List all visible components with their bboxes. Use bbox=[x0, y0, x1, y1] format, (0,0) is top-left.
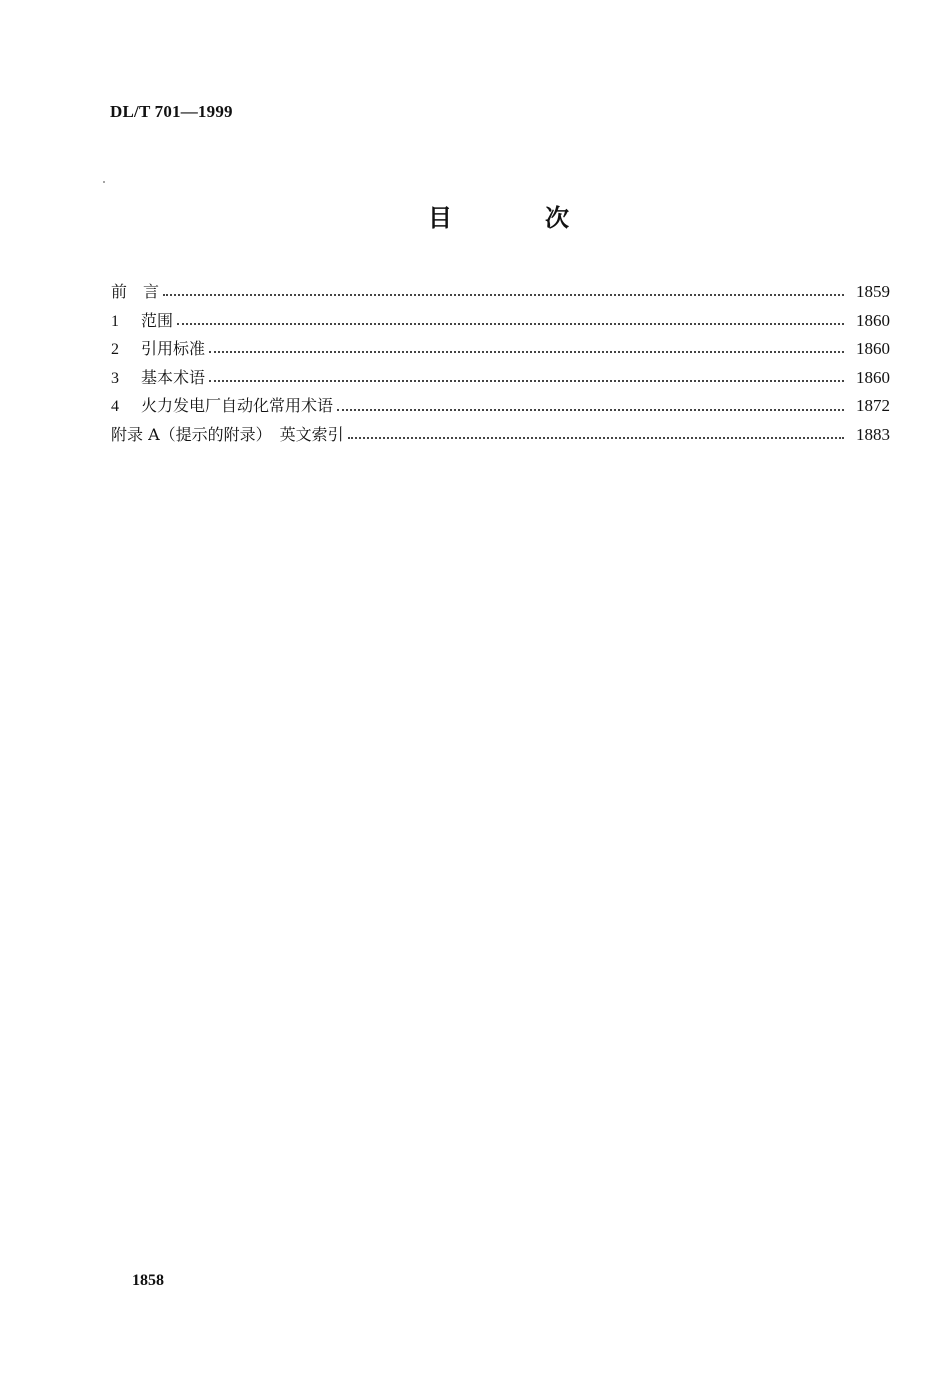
toc-leader-dots bbox=[348, 437, 844, 439]
toc-entry-automation-terms[interactable] bbox=[111, 392, 890, 421]
toc-entry-page: 1859 bbox=[856, 282, 890, 301]
toc-entry-page: 1860 bbox=[856, 339, 890, 359]
toc-leader-dots bbox=[209, 351, 844, 353]
toc-entry-number: 1 bbox=[111, 312, 119, 330]
page-number: 1858 bbox=[132, 1272, 164, 1289]
scan-speck bbox=[103, 181, 105, 183]
toc-leader-dots bbox=[163, 294, 844, 296]
toc-entry-label: 范围 bbox=[141, 310, 174, 330]
toc-entry-label: 引用标准 bbox=[141, 339, 206, 359]
toc-entry-appendix-a[interactable] bbox=[111, 421, 890, 450]
toc-entry-basic-terms[interactable] bbox=[111, 364, 890, 393]
toc-entry-number: 2 bbox=[111, 341, 119, 359]
toc-leader-dots bbox=[337, 409, 844, 411]
table-of-contents bbox=[111, 278, 890, 450]
toc-entry-label: 火力发电厂自动化常用术语 bbox=[141, 396, 334, 416]
toc-entry-number: 4 bbox=[111, 398, 119, 416]
toc-leader-dots bbox=[209, 380, 844, 382]
toc-entry-label: 附录 A（提示的附录） 英文索引 bbox=[111, 424, 344, 444]
document-code: DL/T 701—1999 bbox=[110, 102, 233, 121]
toc-entry-scope[interactable] bbox=[111, 307, 890, 336]
toc-entry-number: 3 bbox=[111, 369, 119, 387]
toc-entry-references[interactable] bbox=[111, 335, 890, 364]
page-title bbox=[0, 198, 950, 238]
toc-entry-page: 1883 bbox=[856, 424, 890, 444]
toc-entry-label: 基本术语 bbox=[141, 367, 206, 387]
toc-entry-foreword[interactable] bbox=[111, 278, 890, 307]
toc-entry-page: 1872 bbox=[856, 396, 890, 416]
title-char-1: 目 bbox=[428, 204, 452, 232]
title-char-2: 次 bbox=[545, 204, 569, 232]
toc-entry-page: 1860 bbox=[856, 367, 890, 387]
toc-entry-label: 前 言 bbox=[111, 282, 160, 301]
toc-entry-page: 1860 bbox=[856, 310, 890, 330]
toc-leader-dots bbox=[177, 323, 844, 325]
